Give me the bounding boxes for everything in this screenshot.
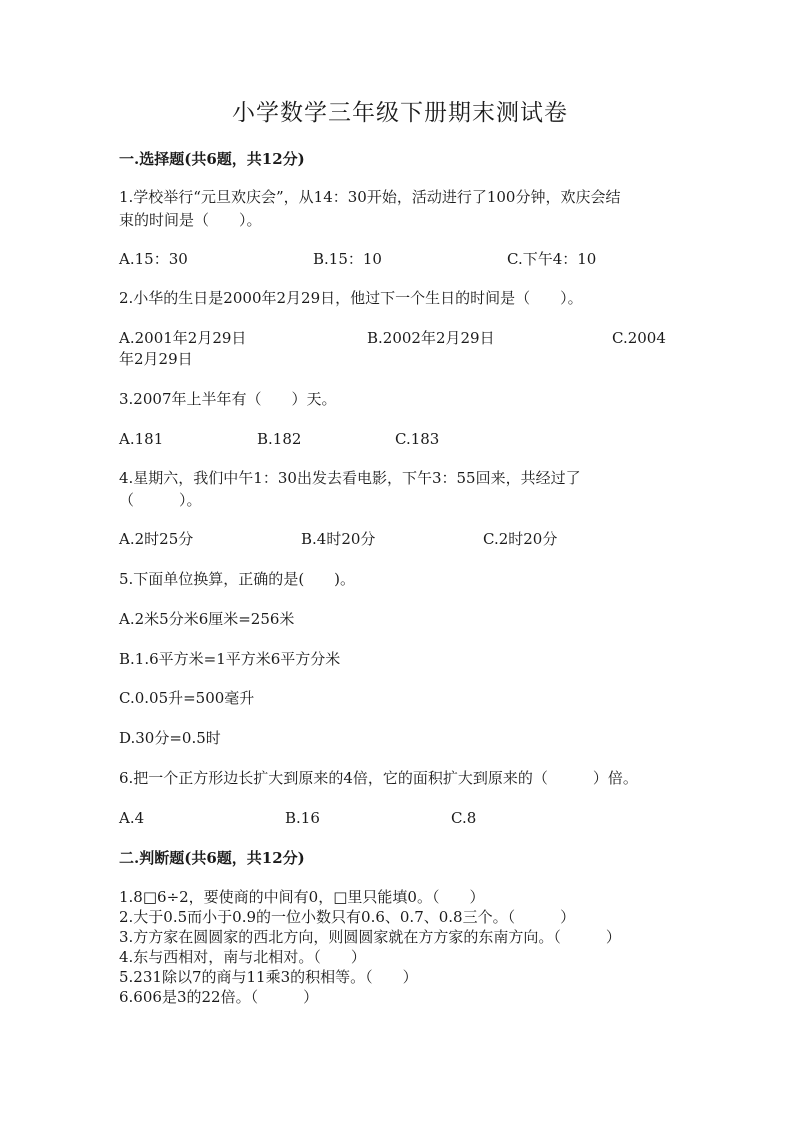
q4-option-b: B.4时20分 — [301, 530, 376, 548]
q6-option-b: B.16 — [285, 809, 320, 827]
q4-stem-line2: （ ）。 — [119, 491, 202, 509]
judgement-item-6: 6.606是3的22倍。（ ） — [119, 988, 319, 1006]
q3-stem: 3.2007年上半年有（ ）天。 — [119, 390, 337, 408]
q4-stem-line1: 4.星期六，我们中午1：30出发去看电影，下午3：55回来，共经过了 — [119, 469, 581, 487]
q3-option-c: C.183 — [395, 430, 440, 448]
q2-option-b: B.2002年2月29日 — [367, 329, 495, 347]
q4-option-a: A.2时25分 — [119, 530, 194, 548]
q2-option-c-wrap: 年2月29日 — [119, 350, 193, 368]
q5-option-a: A.2米5分米6厘米=256米 — [119, 610, 295, 628]
judgement-item-5: 5.231除以7的商与11乘3的积相等。（ ） — [119, 968, 418, 986]
judgement-item-1: 1.8□6÷2，要使商的中间有0，□里只能填0。（ ） — [119, 888, 485, 906]
judgement-item-3: 3.方方家在圆圆家的西北方向，则圆圆家就在方方家的东南方向。（ ） — [119, 928, 621, 946]
judgement-item-4: 4.东与西相对，南与北相对。（ ） — [119, 948, 366, 966]
q2-stem: 2.小华的生日是2000年2月29日，他过下一个生日的时间是（ ）。 — [119, 289, 583, 307]
page-title: 小学数学三年级下册期末测试卷 — [232, 100, 568, 126]
q6-option-a: A.4 — [119, 809, 145, 827]
q6-stem: 6.把一个正方形边长扩大到原来的4倍，它的面积扩大到原来的（ ）倍。 — [119, 769, 638, 787]
section-heading-judgement: 二.判断题(共6题，共12分) — [119, 849, 305, 867]
q5-option-b: B.1.6平方米=1平方米6平方分米 — [119, 650, 341, 668]
q1-option-a: A.15：30 — [119, 250, 188, 268]
q3-option-b: B.182 — [257, 430, 302, 448]
q6-option-c: C.8 — [451, 809, 477, 827]
q5-option-d: D.30分=0.5时 — [119, 729, 221, 747]
section-heading-choice: 一.选择题(共6题，共12分) — [119, 150, 305, 168]
q5-stem: 5.下面单位换算，正确的是( )。 — [119, 570, 356, 588]
q3-option-a: A.181 — [119, 430, 164, 448]
q1-stem-line2: 束的时间是（ ）。 — [119, 211, 262, 229]
q1-option-c: C.下午4：10 — [507, 250, 597, 268]
q1-option-b: B.15：10 — [313, 250, 382, 268]
judgement-item-2: 2.大于0.5而小于0.9的一位小数只有0.6、0.7、0.8三个。（ ） — [119, 908, 576, 926]
q4-option-c: C.2时20分 — [483, 530, 558, 548]
q2-option-c: C.2004 — [612, 329, 666, 347]
q2-option-a: A.2001年2月29日 — [119, 329, 247, 347]
q5-option-c: C.0.05升=500毫升 — [119, 689, 255, 707]
q1-stem-line1: 1.学校举行“元旦欢庆会”，从14：30开始，活动进行了100分钟，欢庆会结 — [119, 188, 621, 206]
